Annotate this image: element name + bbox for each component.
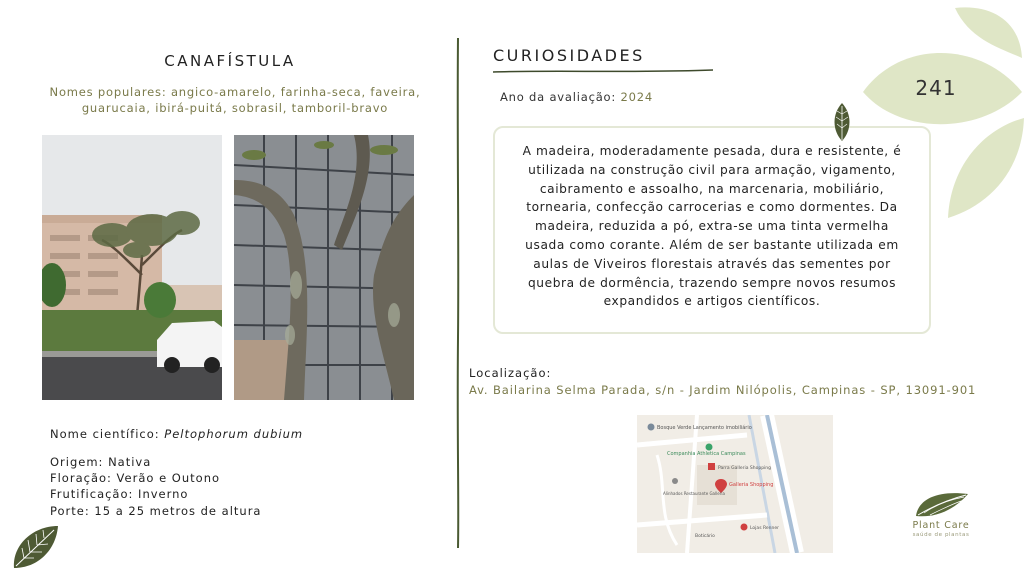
popular-names-line-1: Nomes populares: angico-amarelo, farinha-seca, faveira,: [49, 85, 421, 99]
curiosities-text-box: [493, 126, 931, 334]
popular-names-line-2: guarucaia, ibirá-puitá, sobrasil, tamboril-bravo: [81, 101, 389, 115]
map-label-2: Parra Galleria Shopping: [718, 466, 772, 471]
decorative-leaf-icon: [10, 522, 60, 570]
map-label-3: Galleria Shopping: [729, 482, 774, 488]
curiosities-title: CURIOSIDADES: [493, 46, 645, 65]
location-address: Av. Bailarina Selma Parada, s/n - Jardim Nilópolis, Campinas - SP, 13091-901: [469, 383, 977, 397]
location-label: Localização:: [469, 366, 552, 380]
info-flowering: Floração: Verão e Outono: [50, 471, 221, 485]
evaluation-year-value: 2024: [620, 90, 654, 104]
column-divider: [455, 38, 461, 548]
info-size: Porte: 15 a 25 metros de altura: [50, 504, 262, 518]
leaf-ornament-icon: [832, 102, 852, 142]
location-map[interactable]: [637, 415, 833, 553]
evaluation-year: [500, 90, 653, 104]
popular-names: [30, 84, 440, 116]
scientific-name-row: [50, 427, 303, 441]
map-label-1: Companhia Athletica Campinas: [667, 451, 746, 457]
map-label-5: Lojas Renner: [750, 526, 779, 531]
evaluation-year-label: Ano da avaliação:: [500, 90, 617, 104]
tree-photo-2: [234, 135, 414, 400]
info-origin: Origem: Nativa: [50, 455, 152, 469]
map-label-4: Alinhados Restaurante Galleria: [663, 491, 725, 496]
brand-name: Plant Care: [912, 520, 970, 531]
species-title: CANAFÍSTULA: [164, 52, 296, 70]
brand-tagline: saúde de plantas: [912, 532, 970, 538]
curiosities-text: A madeira, moderadamente pesada, dura e resistente, é utilizada na construção civil para armação, vigamento, caibramento e assoalho, na marcenaria, mobiliário, tornearia, confecção carrocerias e como dormentes. Da madeira, reduzida a pó, extra-se uma tinta vermelha usada como corante. Além de ser bastante utilizada em aulas de Viveiros florestais através das sementes por quebra de dormência, trazendo sempre novos resumos expandidos e artigos científicos.: [522, 144, 902, 309]
tree-photo-1: [42, 135, 222, 400]
map-label-0: Bosque Verde Lançamento imobiliário: [657, 425, 752, 431]
page-number: 241: [915, 76, 957, 100]
plant-care-logo-icon: [914, 488, 970, 518]
map-label-6: Boticário: [695, 534, 715, 539]
scientific-name: Peltophorum dubium: [164, 427, 304, 441]
title-underline: [493, 68, 715, 74]
info-fruiting: Frutificação: Inverno: [50, 487, 189, 501]
scientific-name-label: Nome científico:: [50, 427, 160, 441]
